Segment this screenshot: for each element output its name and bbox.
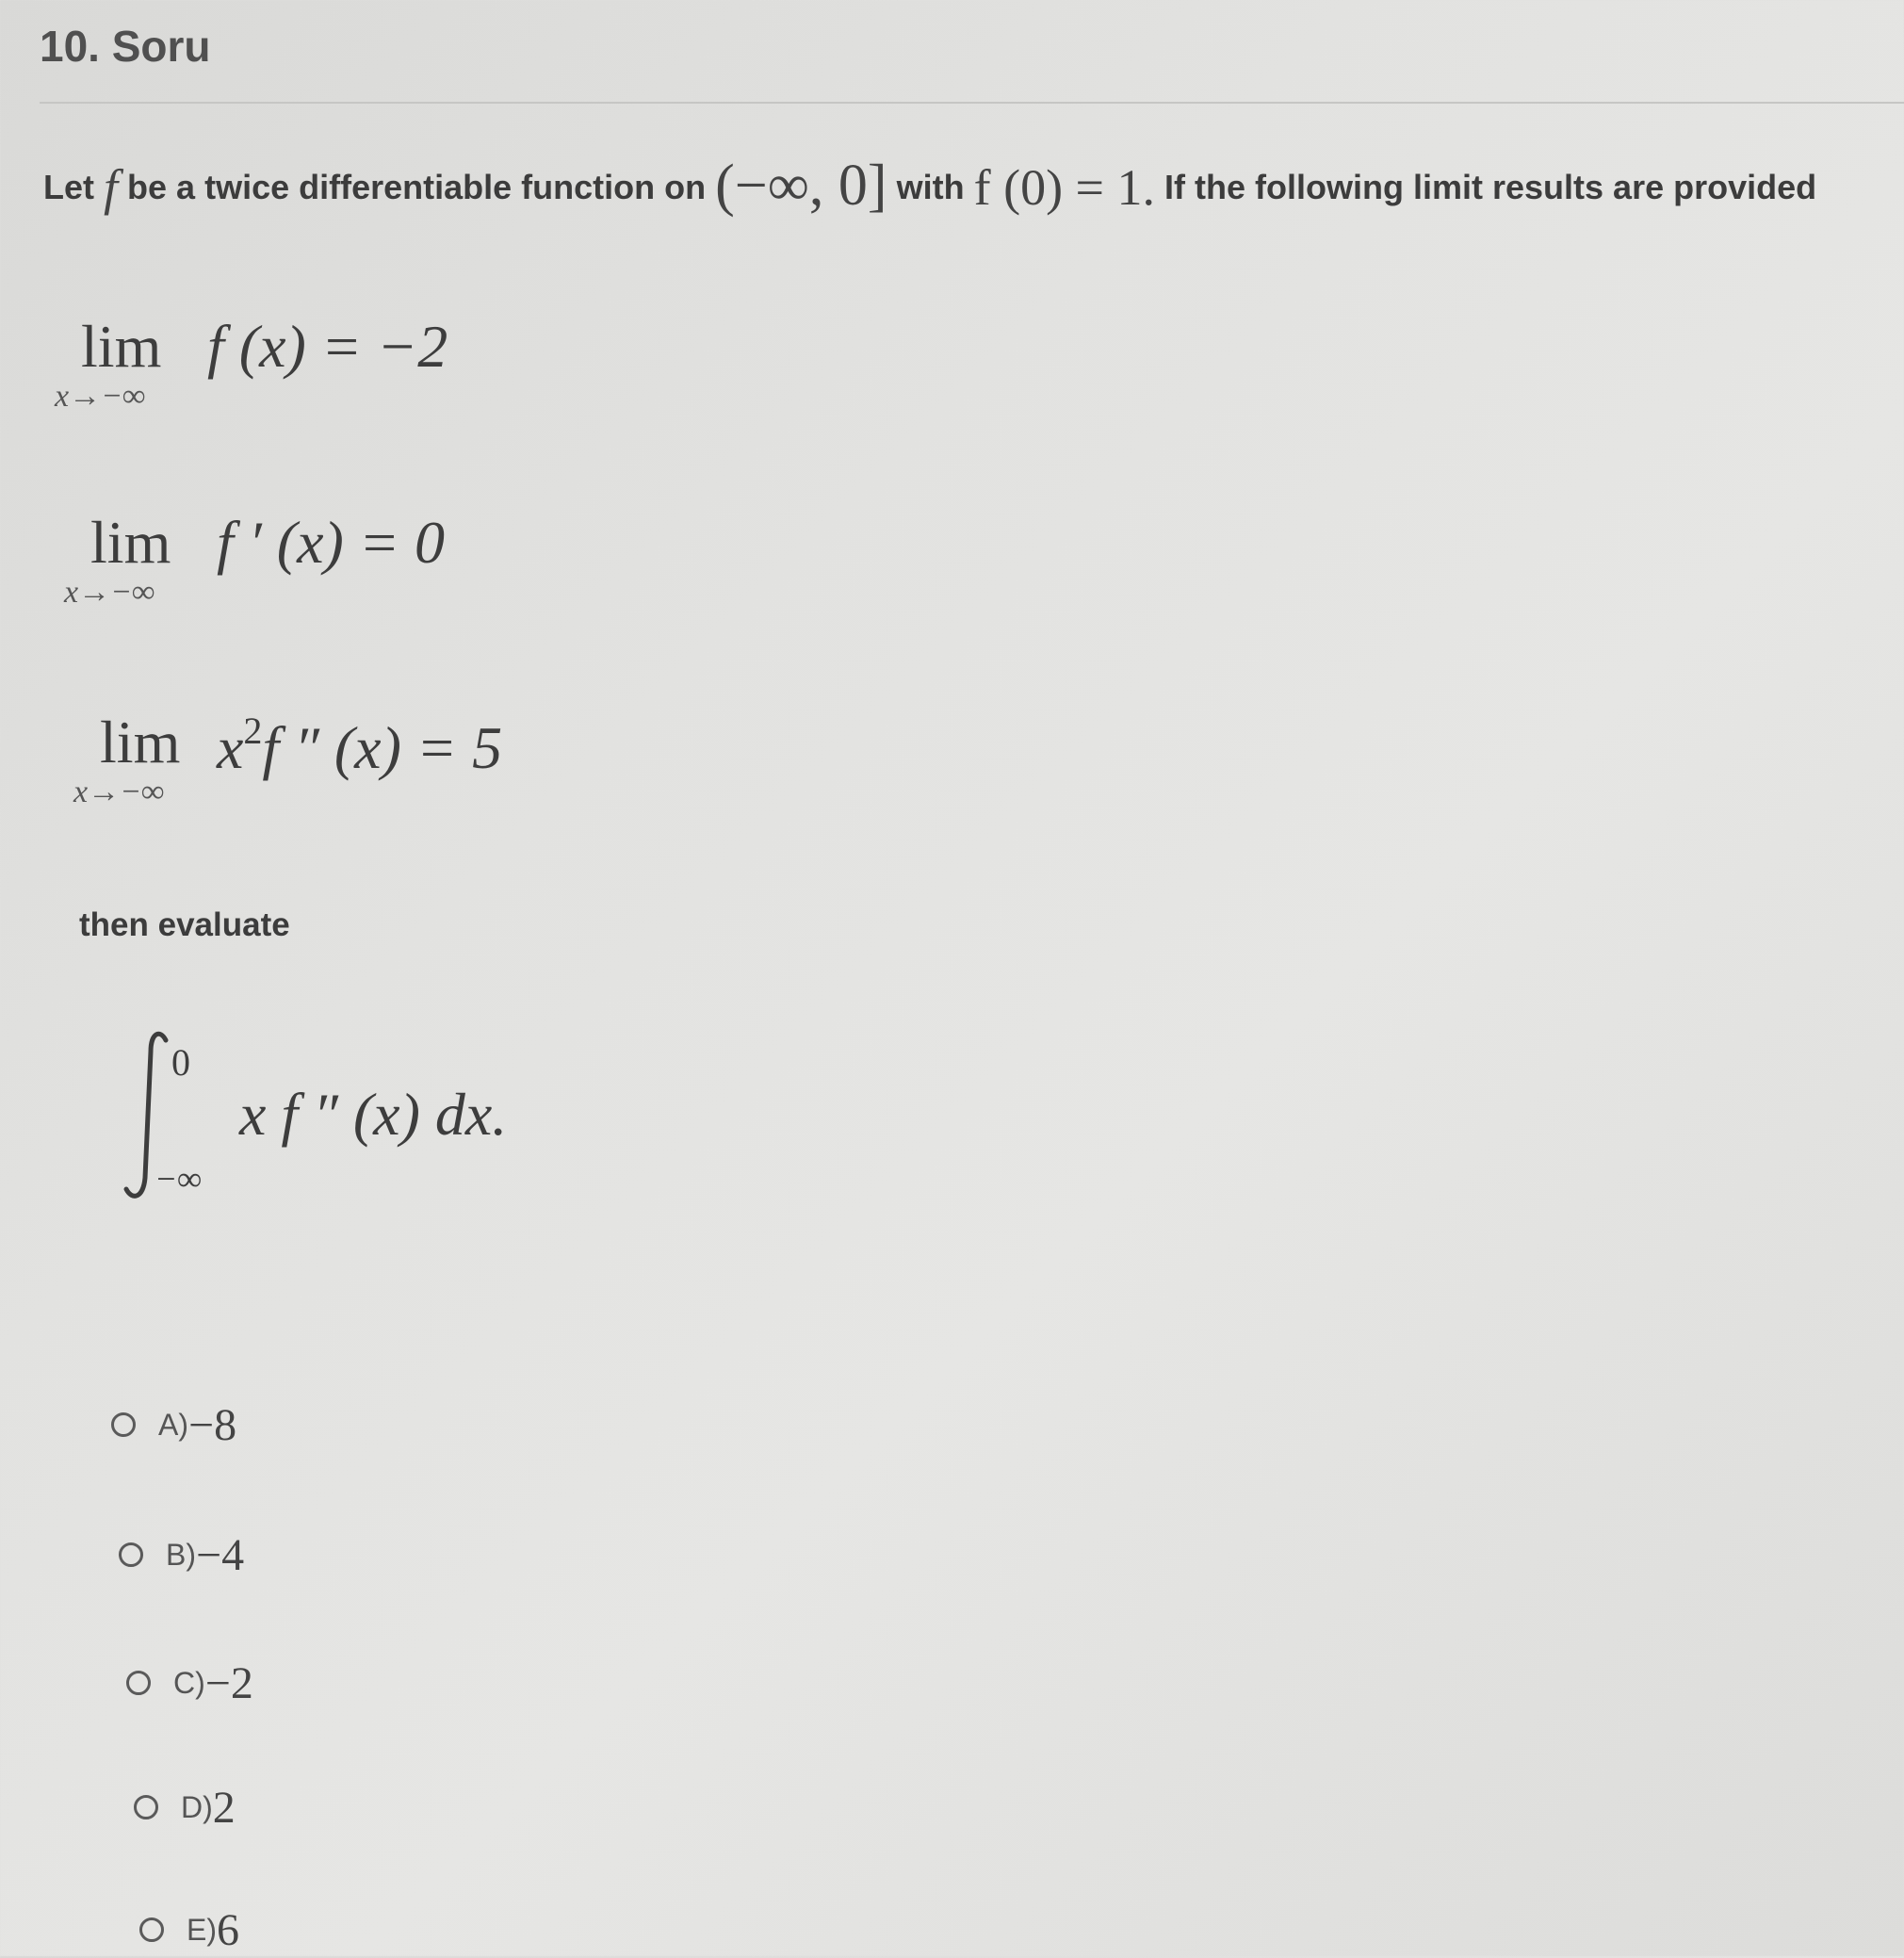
radio-button-a[interactable] [111,1412,136,1437]
question-title: 10. Soru [40,22,211,71]
limit-operator: lim [81,313,162,380]
limit-1 [55,313,545,420]
prompt-text-function: be a twice differentiable function on [127,168,707,206]
integral-lower-limit: −∞ [155,1160,202,1198]
limit-expression: f (x) = −2 [207,313,448,380]
prompt-text-let: Let [43,168,94,206]
then-evaluate-text: then evaluate [79,906,290,943]
limit-operator: lim [100,709,181,775]
limit-3 [73,709,601,816]
integral-expression [122,1027,612,1216]
limit-subscript: x→−∞ [55,379,146,414]
option-e[interactable] [139,1901,239,1958]
limit-2 [64,509,554,616]
prompt-interval: (−∞, 0] [715,154,887,218]
question-prompt [43,153,1890,220]
limit-operator: lim [90,509,171,576]
option-label: B) [166,1537,196,1572]
option-value: 6 [217,1904,239,1955]
option-value: −4 [196,1529,245,1580]
radio-button-e[interactable] [139,1917,164,1942]
radio-button-c[interactable] [126,1671,151,1695]
option-label: D) [181,1789,213,1824]
option-value: −8 [188,1399,237,1450]
option-d[interactable] [134,1779,236,1836]
option-value: −2 [204,1657,253,1708]
limit-expression: f ′ (x) = 0 [217,509,445,576]
prompt-text-with: with [896,168,965,206]
limit-subscript: x→−∞ [64,575,155,610]
title-divider [40,102,1904,104]
option-label: A) [158,1407,188,1442]
limit-subscript: x→−∞ [73,775,165,809]
integral-upper-limit: 0 [171,1041,190,1084]
limit-expression: $x^2f$ ″ (x) = 5 [217,710,503,781]
radio-button-b[interactable] [119,1542,143,1567]
option-value: 2 [212,1782,236,1833]
prompt-f-symbol: f [104,159,119,216]
option-label: E) [187,1912,217,1947]
prompt-text-provided: If the following limit results are provided [1164,168,1817,206]
integral-integrand: x f ″ (x) dx. [239,1081,508,1148]
radio-button-d[interactable] [134,1795,158,1819]
option-label: C) [173,1665,205,1700]
option-a[interactable] [111,1396,236,1453]
option-c[interactable] [126,1655,253,1711]
prompt-condition: f (0) = 1. [973,159,1156,216]
option-b[interactable] [119,1526,244,1583]
